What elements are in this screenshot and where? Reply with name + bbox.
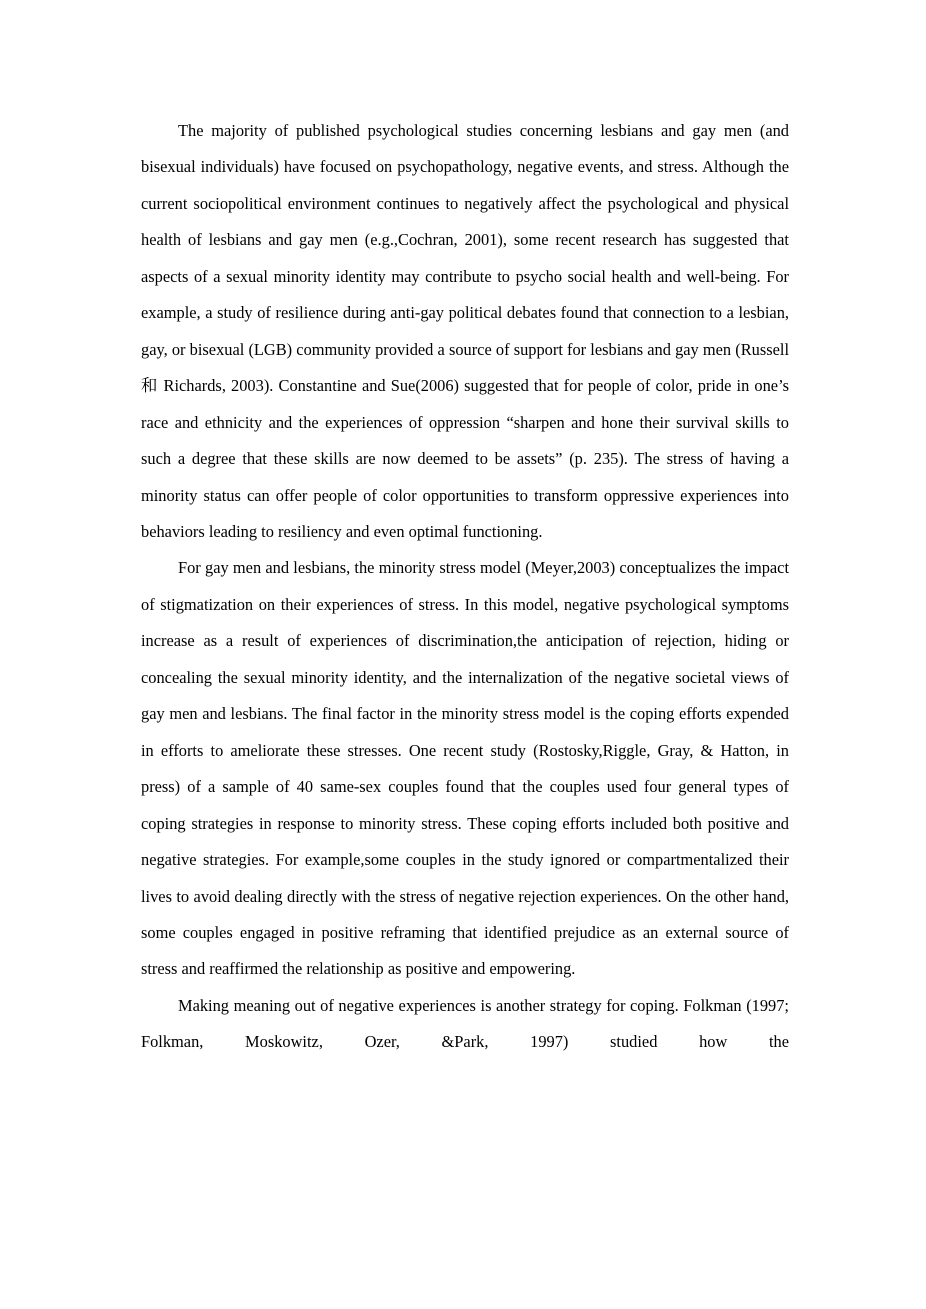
paragraph-1: The majority of published psychological studies concerning lesbians and gay men (and bisexual individuals) have focused on psychopathology, negative events, and stress. Although the current sociopolitical environment continues to negatively affect the psychological and physical health of lesbians and gay men (e.g.,Cochran, 2001), some recent research has suggested that aspects of a sexual minority identity may contribute to psycho social health and well-being. For example, a study of resilience during anti-gay political debates found that connection to a lesbian, gay, or bisexual (LGB) community provided a source of support for lesbians and gay men (Russell 和 Richards, 2003). Constantine and Sue(2006) suggested that for people of color, pride in one’s race and ethnicity and the experiences of oppression “sharpen and hone their survival skills to such a degree that these skills are now deemed to be assets” (p. 235). The stress of having a minority status can offer people of color opportunities to transform oppressive experiences into behaviors leading to resiliency and even optimal functioning. xyxy=(141,121,789,541)
paragraph-2: For gay men and lesbians, the minority stress model (Meyer,2003) conceptualizes the impact of stigmatization on their experiences of stress. In this model, negative psychological symptoms increase as a result of experiences of discrimination,the anticipation of rejection, hiding or concealing the sexual minority identity, and the internalization of the negative societal views of gay men and lesbians. The final factor in the minority stress model is the coping efforts expended in efforts to ameliorate these stresses. One recent study (Rostosky,Riggle, Gray, & Hatton, in press) of a sample of 40 same-sex couples found that the couples used four general types of coping strategies in response to minority stress. These coping efforts included both positive and negative strategies. For example,some couples in the study ignored or compartmentalized their lives to avoid dealing directly with the stress of negative rejection experiences. On the other hand, some couples engaged in positive reframing that identified prejudice as an external source of stress and reaffirmed the relationship as positive and empowering. xyxy=(141,558,789,979)
paragraph-3: Making meaning out of negative experiences is another strategy for coping. Folkman (1997; Folkman, Moskowitz, Ozer, &Park, 1997) studied how the xyxy=(141,995,789,1052)
body-text xyxy=(141,113,789,1061)
